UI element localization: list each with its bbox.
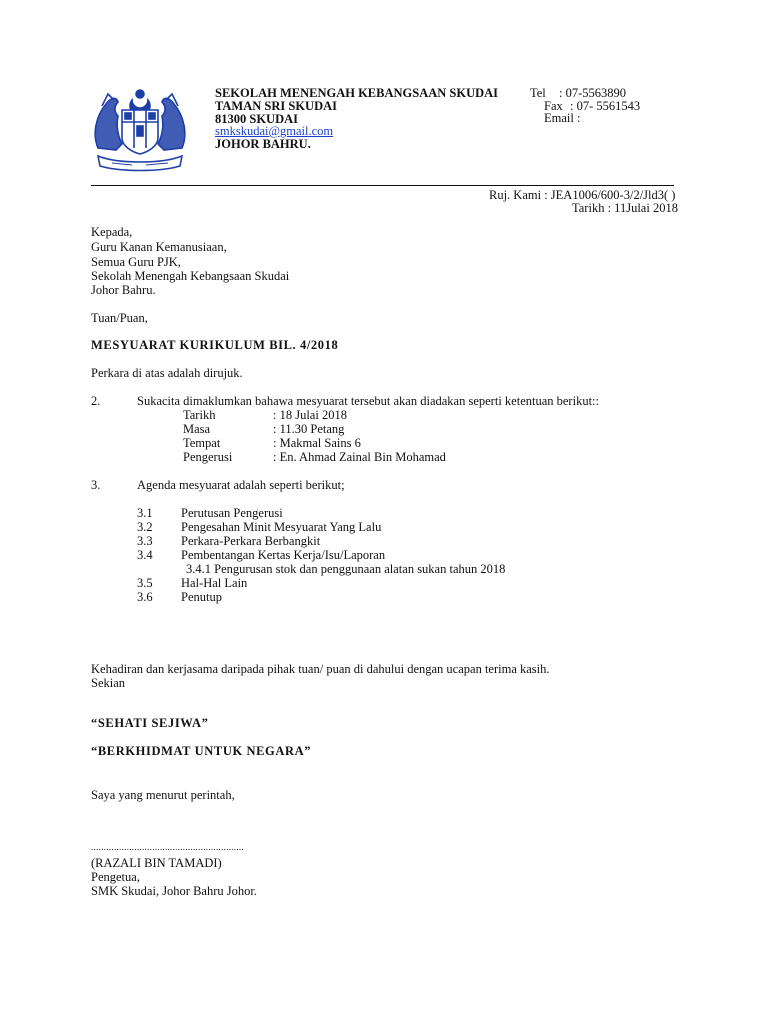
detail-label: Masa xyxy=(183,422,211,436)
agenda-item: Penutup xyxy=(181,590,222,604)
agenda-number: 3.5 xyxy=(137,576,153,590)
fax-label: Fax xyxy=(544,99,563,113)
recipient-line: Kepada, xyxy=(91,225,133,239)
agenda-number: 3.2 xyxy=(137,520,153,534)
address-line2: 81300 SKUDAI xyxy=(215,112,298,126)
para2-number: 2. xyxy=(91,394,101,408)
agenda-number: 3.4 xyxy=(137,548,153,562)
detail-value: : En. Ahmad Zainal Bin Mohamad xyxy=(273,450,446,464)
agenda-item: Pembentangan Kertas Kerja/Isu/Laporan xyxy=(181,548,386,562)
school-name: SEKOLAH MENENGAH KEBANGSAAN SKUDAI xyxy=(215,86,499,100)
tel-label: Tel xyxy=(530,86,546,100)
signatory-position: Pengetua, xyxy=(91,870,140,884)
para2-text: Sukacita dimaklumkan bahawa mesyuarat tersebut akan diadakan seperti ketentuan berikut:: xyxy=(137,394,599,408)
agenda-item: Perutusan Pengerusi xyxy=(181,506,283,520)
email-link[interactable]: smkskudai@gmail.com xyxy=(215,124,334,138)
recipient-line: Semua Guru PJK, xyxy=(91,255,181,269)
agenda-number: 3.6 xyxy=(137,590,153,604)
detail-value: : Makmal Sains 6 xyxy=(273,436,361,450)
motto-sehati-sejiwa: “SEHATI SEJIWA” xyxy=(91,716,209,730)
para3-text: Agenda mesyuarat adalah seperti berikut; xyxy=(137,478,345,492)
fax-value: : 07- 5561543 xyxy=(570,99,641,113)
city: JOHOR BAHRU. xyxy=(215,137,311,151)
closing-sekian: Sekian xyxy=(91,676,126,690)
tel-value: : 07-5563890 xyxy=(559,86,627,100)
recipient-line: Johor Bahru. xyxy=(91,283,156,297)
closing-order: Saya yang menurut perintah, xyxy=(91,788,235,802)
detail-label: Pengerusi xyxy=(183,450,233,464)
address-line1: TAMAN SRI SKUDAI xyxy=(215,99,338,113)
agenda-item: Perkara-Perkara Berbangkit xyxy=(181,534,321,548)
intro-text: Perkara di atas adalah dirujuk. xyxy=(91,366,243,380)
recipient-line: Sekolah Menengah Kebangsaan Skudai xyxy=(91,269,290,283)
agenda-number: 3.1 xyxy=(137,506,153,520)
email-label: Email : xyxy=(544,111,581,125)
detail-value: : 11.30 Petang xyxy=(273,422,345,436)
header-divider xyxy=(91,185,674,186)
agenda-number: 3.3 xyxy=(137,534,153,548)
detail-label: Tarikh xyxy=(183,408,216,422)
agenda-item: Hal-Hal Lain xyxy=(181,576,248,590)
agenda-subitem: 3.4.1 Pengurusan stok dan penggunaan alatan sukan tahun 2018 xyxy=(186,562,506,576)
letter-date: Tarikh : 11Julai 2018 xyxy=(572,201,678,215)
para3-number: 3. xyxy=(91,478,101,492)
salutation: Tuan/Puan, xyxy=(91,311,148,325)
signatory-org: SMK Skudai, Johor Bahru Johor. xyxy=(91,884,257,898)
signatory-name: (RAZALI BIN TAMADI) xyxy=(91,856,222,870)
motto-berkhidmat: “BERKHIDMAT UNTUK NEGARA” xyxy=(91,744,312,758)
agenda-item: Pengesahan Minit Mesyuarat Yang Lalu xyxy=(181,520,382,534)
detail-label: Tempat xyxy=(183,436,221,450)
reference-number: Ruj. Kami : JEA1006/600-3/2/Jld3( ) xyxy=(489,188,676,202)
detail-value: : 18 Julai 2018 xyxy=(273,408,347,422)
letter-title: MESYUARAT KURIKULUM BIL. 4/2018 xyxy=(91,338,339,352)
recipient-line: Guru Kanan Kemanusiaan, xyxy=(91,240,227,254)
school-crest-logo xyxy=(88,86,192,172)
signature-dots: ............................................................ xyxy=(91,842,244,852)
closing-line: Kehadiran dan kerjasama daripada pihak tuan/ puan di dahului dengan ucapan terima kasih. xyxy=(91,662,550,676)
